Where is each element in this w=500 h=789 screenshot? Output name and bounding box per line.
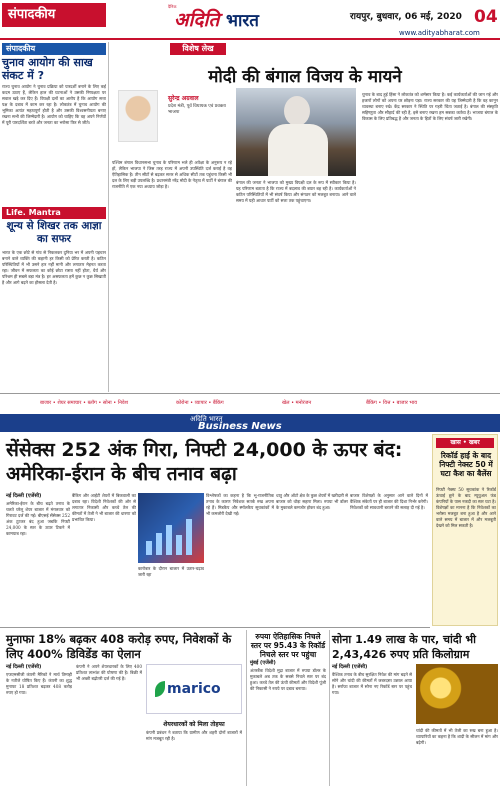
life-mantra-tag: Life. Mantra: [2, 207, 106, 219]
logo-aditi: अदिति: [174, 9, 220, 31]
photo-figure-body: [268, 124, 328, 176]
leaf-icon: [155, 681, 165, 697]
marico-byline: नई दिल्ली (एजेंसी): [6, 664, 42, 670]
photo-bar: [156, 533, 162, 555]
life-mantra-body: भारत के एक छोटे से गांव से निकलकर दुनिया भर में अपनी पहचान बनाने वाले व्यक्ति की कहानी हर किसी को प्रेरित करती है। कठिन परिस्थितियों में भी उसने हार नहीं मानी और लगातार मेहनत करता रहा। जीवन में सफलता का कोई छोटा रास्ता नहीं होता, धैर्य और परिश्रम ही सबसे बड़ा मंत्र है। हर असफलता हमें कुछ न कुछ सिखाती है और आगे बढ़ने का हौसला देती है।: [2, 250, 106, 285]
article-photo: [236, 88, 356, 176]
author-name: सुरेन्द्र अग्रवाल: [168, 95, 199, 102]
masthead: [0, 0, 500, 40]
logo-small-text: दैनिक: [168, 4, 177, 9]
lead-column-2: बैंकिंग और आईटी शेयरों में बिकवाली का दबाव रहा। विदेशी निवेशकों की ओर से लगातार निकासी और कच्चे तेल की कीमतों में तेजी ने भी बाजार की धारणा को प्रभावित किया।: [72, 493, 136, 522]
special-article-column-1: पश्चिम बंगाल विधानसभा चुनाव के परिणाम भले ही अपेक्षा के अनुरूप न रहे हों, लेकिन भाजपा ने जिस तरह राज्य में अपनी उपस्थिति दर्ज कराई है वह ऐतिहासिक है। तीन सीटों से बढ़कर सत्तर से अधिक सीटों तक पहुंचना किसी भी दल के लिए बड़ी उपलब्धि है। प्रधानमंत्री नरेंद्र मोदी के नेतृत्व में पार्टी ने बंगाल की राजनीति में एक नया अध्याय जोड़ा है।: [112, 160, 232, 189]
marico-subhead: शेयरधारकों को मिला तोहफा: [163, 721, 225, 728]
masthead-rule: [0, 38, 500, 40]
special-article-column-2: बंगाल की जनता ने भाजपा को मुख्य विपक्षी दल के रूप में स्वीकार किया है। यह परिणाम बताता है कि राज्य में बदलाव की बयार बह रही है। कार्यकर्ताओं ने कठिन परिस्थितियों में भी संघर्ष किया और संगठन को मजबूत बनाया। आने वाले समय में यही आधार पार्टी को सत्ता तक पहुंचाएगा।: [236, 180, 356, 203]
lead-column-1: अमेरिका-ईरान के बीच बढ़ते तनाव के चलते घरेलू शेयर बाजार में मंगलवार को गिरावट दर्ज की गई। बीएसई सेंसेक्स 252 अंक टूटकर बंद हुआ जबकि निफ्टी 24,000 के स्तर के ऊपर टिकने में कामयाब रहा।: [6, 501, 70, 536]
strip-item[interactable]: कोरोना • व्यापार • बैंकिंग: [176, 400, 224, 406]
life-mantra-headline: शून्य से शिखर तक आज्ञा का सफर: [6, 220, 102, 245]
special-news-tag: खास • खबर: [436, 438, 494, 448]
special-news-box: [432, 434, 498, 626]
editorial-body: राज्य चुनाव आयोग ने चुनाव प्रक्रिया को पारदर्शी बनाने के लिए कई कदम उठाए हैं, लेकिन हाल की घटनाओं ने उसकी निष्पक्षता पर सवाल खड़े कर दिए हैं। विपक्षी दलों का आरोप है कि आयोग सत्ता पक्ष के दबाव में काम कर रहा है। लोकतंत्र में चुनाव आयोग की भूमिका अत्यंत महत्वपूर्ण होती है और उसकी विश्वसनीयता बनाए रखना सभी की जिम्मेदारी है। आयोग को चाहिए कि वह अपने निर्णयों में पूरी पारदर्शिता बरते और जनता का भरोसा फिर से जीते।: [2, 84, 106, 125]
business-band-logo: अदिति भारत: [190, 415, 223, 423]
strip-rule: [0, 393, 500, 394]
dateline: रायपुर, बुधवार, 06 मई, 2020: [350, 12, 462, 22]
business-lead-headline: सेंसेक्स 252 अंक गिरा, निफ्टी 24,000 के ऊपर बंद: अमेरिका-ईरान के बीच तनाव बढ़ा: [6, 439, 403, 485]
business-band-title: Business News: [198, 421, 282, 432]
special-article-headline: मोदी की बंगाल विजय के मायने: [208, 67, 402, 87]
author-photo: [118, 90, 158, 142]
market-photo: [138, 493, 204, 563]
author-role: प्रदेश मंत्री, पूर्व विधायक एवं प्रवक्ता भाजपा: [168, 104, 226, 115]
marico-column-2: कंपनी ने अपने शेयरधारकों के लिए 400 प्रतिशत लाभांश की घोषणा की है। बिक्री में भी अच्छी बढ़ोतरी दर्ज की गई है।: [76, 664, 142, 681]
strip-item[interactable]: बाजार • शेयर समाचार • ब्लॉग • सोना • निवेश: [40, 400, 129, 406]
special-news-headline: रिकॉर्ड हाई के बाद निफ्टी नेक्स्ट 50 में घटा कैश का बैलेंस: [439, 451, 493, 478]
newspaper-logo: [160, 2, 310, 30]
marico-column-1: एफएमसीजी कंपनी मैरिको ने मार्च तिमाही के नतीजे घोषित किए हैं। कंपनी का शुद्ध मुनाफा 18 प्रतिशत बढ़कर 408 करोड़ रुपए हो गया।: [6, 672, 72, 695]
strip-item[interactable]: खेल • मनोरंजन: [282, 400, 312, 406]
logo-bharat: भारत: [226, 11, 259, 31]
page-number: 04: [474, 7, 498, 27]
section-rule: [0, 627, 430, 628]
gold-photo: [416, 664, 498, 724]
lead-column-4: धातु और ऑटो क्षेत्र के कुछ शेयरों में खरीदारी से बाजार को थोड़ा सहारा मिला। रुपया भी डॉलर के मुकाबले कमजोर होकर बंद हुआ।: [276, 493, 348, 510]
special-article-tag: विशेष लेख: [170, 43, 226, 55]
editorial-headline: चुनाव आयोग की साख संकट में ?: [2, 56, 93, 82]
column-divider: [329, 630, 330, 786]
gold-byline: नई दिल्ली (एजेंसी): [332, 664, 368, 670]
gold-column-1: वैश्विक तनाव के बीच सुरक्षित निवेश की मांग बढ़ने से सोने और चांदी की कीमतों में जबरदस्त उछाल आया है। सर्राफा बाजार में सोना नए रिकॉर्ड स्तर पर पहुंच गया।: [332, 672, 412, 695]
photo-bar: [146, 541, 152, 555]
marico-headline: मुनाफा 18% बढ़कर 408 करोड़ रुपए, निवेशकों के लिए 400% डिविडेंड का ऐलान: [6, 632, 232, 661]
business-news-band: [0, 414, 500, 432]
category-strip: [0, 396, 500, 410]
special-news-body: निफ्टी नेक्स्ट 50 सूचकांक ने रिकॉर्ड ऊंचाई छूने के बाद म्यूचुअल फंड कंपनियों के पास नकदी का स्तर घटा है। विशेषज्ञों का मानना है कि निवेशकों का भरोसा मजबूत बना हुआ है और आने वाले समय में बाजार में और मजबूती देखने को मिल सकती है।: [436, 487, 496, 528]
column-divider: [246, 630, 247, 786]
strip-item[interactable]: बैंकिंग • वित्त • बाजार भाव: [366, 400, 417, 406]
lead-byline: नई दिल्ली (एजेंसी): [6, 493, 42, 499]
rupee-column: अंतरबैंक विदेशी मुद्रा बाजार में रुपया डॉलर के मुकाबले अब तक के सबसे निचले स्तर पर बंद हुआ। कच्चे तेल की ऊंची कीमतों और विदेशी पूंजी की निकासी ने रुपये पर दबाव बनाया।: [250, 668, 326, 691]
section-tag: संपादकीय: [2, 3, 106, 27]
rupee-headline: रुपया ऐतिहासिक निचले स्तर पर 95.43 के रिकॉर्ड निचले स्तर पर पहुंचा: [250, 632, 326, 659]
marico-column-3: कंपनी प्रबंधन ने बताया कि ग्रामीण और शहरी दोनों बाजारों में मांग मजबूत रही है।: [146, 730, 242, 741]
photo-caption: कारोबार के दौरान बाजार में उतार-चढ़ाव जारी रहा: [138, 566, 204, 577]
lead-column-5: बाजार विशेषज्ञों के अनुसार आने वाले दिनों में वैश्विक संकेतों पर ही बाजार की दिशा निर्भर करेगी। निवेशकों को सावधानी बरतने की सलाह दी गई है।: [350, 493, 428, 510]
gold-headline: सोना 1.49 लाख के पार, चांदी भी 2,43,426 रुपए प्रति किलोग्राम: [332, 633, 476, 661]
editorial-tag: संपादकीय: [2, 43, 106, 55]
column-divider: [108, 42, 109, 392]
author-box: [112, 88, 232, 156]
photo-bar: [166, 525, 172, 555]
photo-bar: [176, 535, 182, 555]
special-article-column-3: चुनाव के बाद हुई हिंसा ने लोकतंत्र को शर्मसार किया है। कई कार्यकर्ताओं की जान गई और हजारों लोगों को अपना घर छोड़ना पड़ा। राज्य सरकार की यह जिम्मेदारी है कि वह कानून व्यवस्था बनाए रखे। केंद्र सरकार ने स्थिति पर गहरी चिंता जताई है। बंगाल की संस्कृति सहिष्णुता और सौहार्द की रही है, इसे बनाए रखना हम सबका कर्तव्य है। भाजपा बंगाल के विकास के लिए प्रतिबद्ध है और जनता के हितों के लिए संघर्ष जारी रखेगी।: [362, 92, 498, 121]
photo-figure-head: [284, 96, 310, 126]
lead-column-3: विश्लेषकों का कहना है कि भू-राजनीतिक तनाव के कारण निवेशक सतर्क रुख अपना रहे हैं। मिडकैप और स्मॉलकैप सूचकांकों में भी कमजोरी देखी गई।: [206, 493, 274, 516]
rupee-byline: मुंबई (एजेंसी): [250, 660, 276, 666]
website-url[interactable]: www.adityabharat.com: [399, 29, 480, 37]
photo-bar: [186, 519, 192, 555]
marico-wordmark: marico: [167, 681, 221, 697]
gold-column-2: चांदी की कीमतों में भी तेजी का रुख बना हुआ है। व्यापारियों का कहना है कि शादी के सीजन में मांग और बढ़ेगी।: [416, 728, 498, 745]
marico-logo-image: [146, 664, 242, 714]
